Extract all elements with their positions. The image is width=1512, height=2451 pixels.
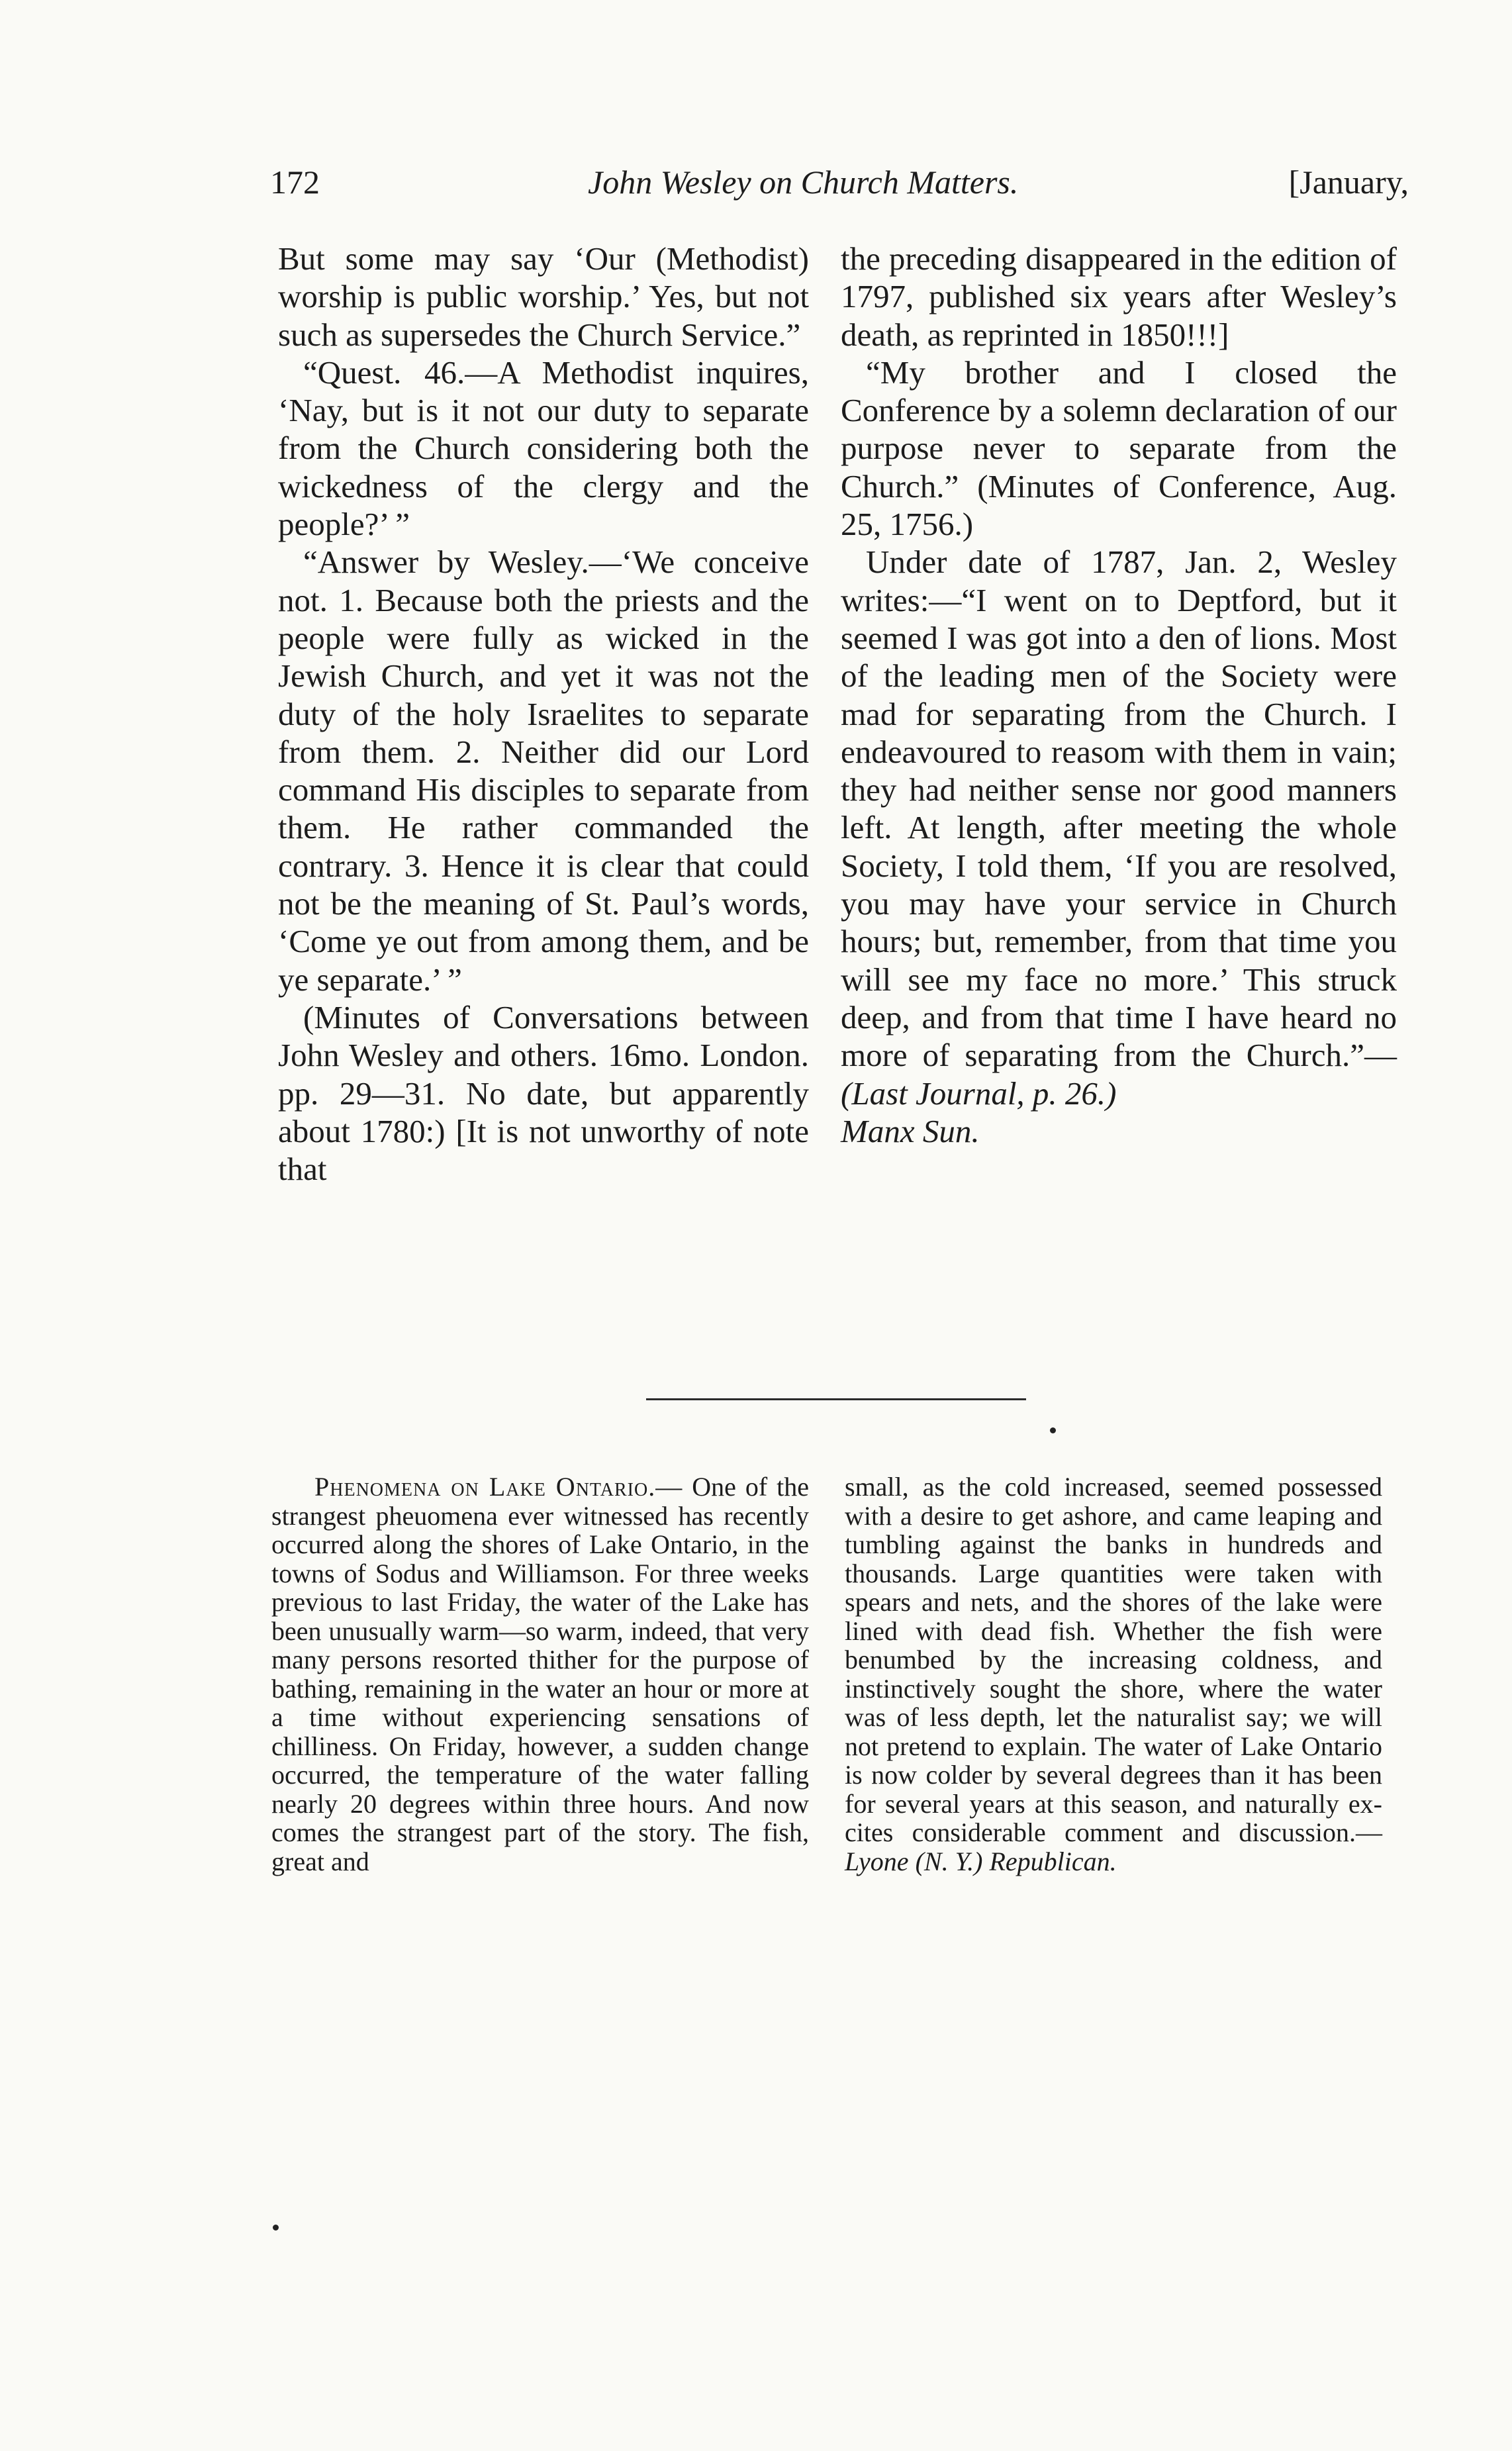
paragraph: But some may say ‘Our (Methodist) worship is public worship.’ Yes, but not such as supersedes the Church Service.” [278, 240, 809, 353]
lower-right-column [845, 1472, 1382, 1876]
paragraph: “Quest. 46.—A Methodist inquires, ‘Nay, but is it not our duty to separate from the Church considering both the wickedness of the clergy and the people?’ ” [278, 354, 809, 543]
paragraph-text: small, as the cold increased, seemed possessed with a desire to get ashore, and came leaping and tumbling against the banks in hundreds and thousands. Large quantities were taken with spears and nets, and the shores of the lake were lined with dead fish. Whether the fish were benumbed by the increasing coldness, and instinctively sought the shore, where the water was of less depth, let the naturalist say; we will not pretend to explain. The water of Lake Ontario is now colder by several degrees than it has been for several years at this season, and naturally excites considerable comment and discussion.— [845, 1472, 1382, 1847]
paragraph: “My brother and I closed the Conference by a solemn declaration of our purpose never to separate from the Church.” (Minutes of Conference, Aug. 25, 1756.) [841, 354, 1397, 543]
lower-left-column [271, 1472, 809, 1876]
upper-right-column [841, 240, 1397, 1150]
page-number: 172 [270, 164, 320, 201]
running-header [270, 155, 1409, 215]
paragraph: the preceding disappeared in the edition of 1797, published six years after Wesley’s death, as reprinted in 1850!!!] [841, 240, 1397, 353]
header-month: [January, [1288, 164, 1409, 201]
paragraph: “Answer by Wesley.—‘We conceive not. 1. Because both the priests and the people were fully as wicked in the Jewish Church, and yet it was not the duty of the holy Israelites to separate from them. 2. Neither did our Lord command His disciples to separate from them. He rather commanded the contrary. 3. Hence it is clear that could not be the meaning of St. Paul’s words, ‘Come ye out from among them, and be ye separate.’ ” [278, 544, 809, 998]
ink-speck [1050, 1427, 1056, 1433]
article-heading: Phenomena on Lake Ontario.— [314, 1472, 683, 1502]
paragraph [845, 1472, 1382, 1876]
paragraph [271, 1472, 809, 1876]
source-credit: Manx Sun. [841, 1112, 980, 1149]
source-credit: Lyone (N. Y.) Republican. [845, 1846, 1117, 1876]
ink-speck [273, 2225, 279, 2231]
paragraph [841, 543, 1397, 1150]
citation: (Last Journal, p. 26.) [841, 1075, 1117, 1112]
paragraph-text: Under date of 1787, Jan. 2, Wesley writes:—“I went on to Deptford, but it seemed I was got into a den of lions. Most of the leading men of the Society were mad for separating from the Church. I endeavoured to reasom with them in vain; they had neither sense nor good manners left. At length, after meeting the whole Society, I told them, ‘If you are resolved, you may have your service in Church hours; but, remember, from that time you will see my face no more.’ This struck deep, and from that time I have heard no more of separating from the Church.”— [841, 544, 1397, 1074]
running-title: John Wesley on Church Matters. [588, 164, 1019, 201]
paragraph-text: One of the strangest pheuomena ever witnessed has recently occurred along the shores of Lake Ontario, in the towns of Sodus and Williamson. For three weeks previous to last Friday, the water of the Lake has been unusually warm—so warm, indeed, that very many persons resorted thither for the purpose of bathing, remaining in the water an hour or more at a time without experiencing sensations of chilliness. On Friday, however, a sudden change occurred, the temperature of the water falling nearly 20 degrees within three hours. And now comes the strangest part of the story. The fish, great and [271, 1472, 810, 1876]
upper-left-column [278, 240, 809, 1188]
paragraph: (Minutes of Conversations between John Wesley and others. 16mo. London. pp. 29—31. No date, but apparently about 1780:) [It is not unworthy of note that [278, 998, 809, 1188]
section-divider [646, 1398, 1026, 1400]
